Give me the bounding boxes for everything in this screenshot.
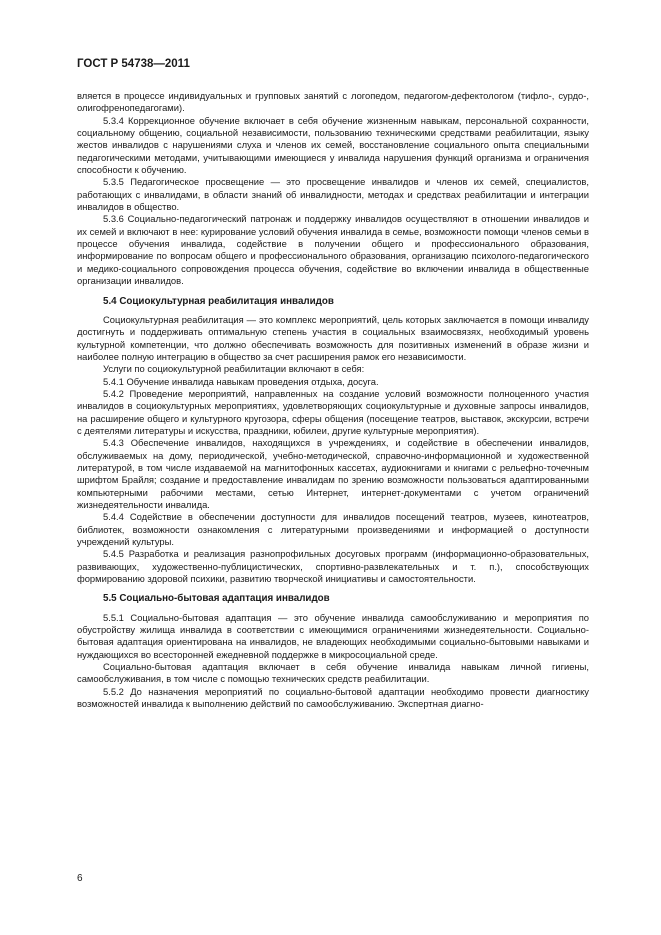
paragraph: Услуги по социокультурной реабилитации включают в себя: <box>103 363 365 375</box>
paragraph: 5.4.4 Содействие в обеспечении доступности для инвалидов посещений театров, музеев, кинотеатров, библиотек, возможности ознакомления с литературными произведениями и информацией о доступности учреждений культуры. <box>77 511 589 548</box>
paragraph: 5.4.5 Разработка и реализация разнопрофильных досуговых программ (информационно-образовательных, развивающих, художественно-публицистических, спортивно-развлекательных и т. п.), способствующих формированию здоровой психики, развитию творческой инициативы и самостоятельности. <box>77 548 589 585</box>
section-heading: 5.4 Социокультурная реабилитация инвалидов <box>103 295 334 307</box>
paragraph: Социально-бытовая адаптация включает в себя обучение инвалида навыкам личной гигиены, самообслуживания, в том числе с помощью технических средств реабилитации. <box>77 661 589 685</box>
paragraph: 5.3.6 Социально-педагогический патронаж и поддержку инвалидов осуществляют в отношении инвалидов и их семей и включают в нее: курирование условий обучения инвалида в семье, возможности помощи членов семьи в процессе обучения инвалида, содействие в получении общего и профессионального образования, информирование по вопросам общего и профессионального образования, организацию психолого-педагогического и медико-социального сопровождения процесса обучения, содействие во включении инвалида в общественные организации инвалидов. <box>77 213 589 287</box>
section-heading: 5.5 Социально-бытовая адаптация инвалидов <box>103 593 330 605</box>
paragraph: 5.4.2 Проведение мероприятий, направленных на создание условий возможности полноценного участия инвалидов в социокультурных мероприятиях, удовлетворяющих социокультурные и духовные запросы инвалидов, на расширение общего и культурного кругозора, сферы общения (посещение театров, выставок, экскурсии, встречи с деятелями литературы и искусства, праздники, юбилеи, другие культурные мероприятия). <box>77 387 589 436</box>
paragraph: 5.4.1 Обучение инвалида навыкам проведения отдыха, досуга. <box>103 375 379 387</box>
paragraph: 5.3.4 Коррекционное обучение включает в себя обучение жизненным навыкам, персональной сохранности, социальному общению, социальной независимости, пользованию техническими средствами реабилитации, языку жестов инвалидов с нарушениями слуха и членов их семей, восстановление социального опыта специальными педагогическими методами, учитывающими имеющиеся у инвалида нарушения функций организма и ограничения способности к обучению. <box>77 114 589 176</box>
page-number: 6 <box>77 873 83 884</box>
paragraph: 5.3.5 Педагогическое просвещение — это просвещение инвалидов и членов их семей, специалистов, работающих с инвалидами, в области знаний об инвалидности, методах и средствах реабилитации и интеграции инвалидов в общество. <box>77 176 589 213</box>
paragraph: 5.5.1 Социально-бытовая адаптация — это обучение инвалида самообслуживанию и мероприятия по обустройству жилища инвалида в соответствии с имеющимися ограничениями жизнедеятельности. Социально-бытовая адаптация ориентирована на инвалидов, не владеющих необходимыми социально-бытовыми навыками и нуждающихся во всесторонней ежедневной поддержке в микросоциальной среде. <box>77 611 589 660</box>
paragraph: 5.5.2 До назначения мероприятий по социально-бытовой адаптации необходимо провести диагностику возможностей инвалида к выполнению действий по самообслуживанию. Экспертная диагно- <box>77 685 589 710</box>
document-body <box>77 90 589 711</box>
paragraph: вляется в процессе индивидуальных и групповых занятий с логопедом, педагогом-дефектологом (тифло-, сурдо-, олигофренопедагогами). <box>77 90 589 114</box>
paragraph: 5.4.3 Обеспечение инвалидов, находящихся в учреждениях, и содействие в обеспечении инвалидов, обслуживаемых на дому, периодической, учебно-методической, справочно-информационной и художественной литературой, в том числе издаваемой на магнитофонных кассетах, аудиокнигами и книгами с рельефно-точечным шрифтом Брайля; создание и предоставление инвалидам по зрению возможности пользоваться адаптированными компьютерными рабочими местами, сетью Интернет, интернет-документами с учетом ограничений жизнедеятельности инвалида. <box>77 437 589 510</box>
paragraph: Социокультурная реабилитация — это комплекс мероприятий, цель которых заключается в помощи инвалиду достигнуть и поддерживать оптимальную степень участия в социальных взаимосвязях, необходимый уровень культурной компетенции, что должно обеспечивать возможность для позитивных изменений в образе жизни и наиболее полную интеграцию в общество за счет расширения рамок его независимости. <box>77 313 589 362</box>
document-header: ГОСТ Р 54738—2011 <box>77 58 190 70</box>
